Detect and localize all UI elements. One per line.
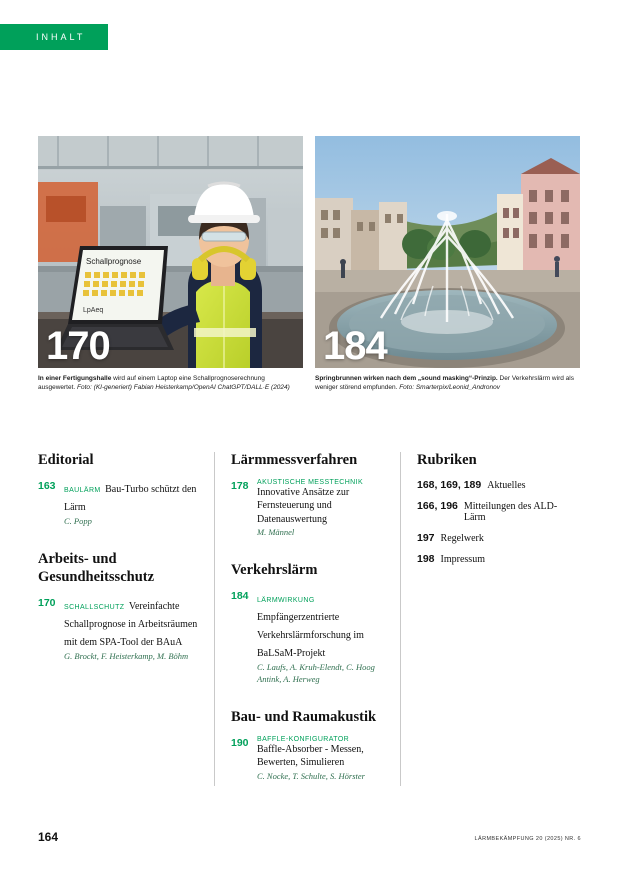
toc-entry-body-184 bbox=[257, 589, 386, 685]
rubrik-pages-mitteilungen: 166, 196 bbox=[417, 500, 458, 513]
photo-page-number-184: 184 bbox=[323, 324, 387, 368]
toc-entry-kicker-184: LÄRMWIRKUNG bbox=[257, 597, 315, 605]
toc-entry-page-190: 190 bbox=[231, 737, 249, 750]
photo-caption-184 bbox=[315, 374, 577, 393]
toc-entry-190[interactable] bbox=[231, 736, 386, 782]
rubrik-label-regelwerk: Regelwerk bbox=[440, 533, 484, 545]
toc-entry-authors-184: C. Laufs, A. Kruh-Elendt, C. Hoog Antink, A. Herweg bbox=[257, 662, 375, 684]
photo-page-number-170: 170 bbox=[46, 324, 110, 368]
section-heading-arbeitsschutz: Arbeits- und Gesundheitsschutz bbox=[38, 551, 155, 585]
toc-entry-authors-163: C. Popp bbox=[64, 516, 92, 527]
toc-entry-kicker-178: AKUSTISCHE MESSTECHNIK bbox=[257, 479, 364, 487]
section-tag-inhalt: INHALT bbox=[0, 24, 108, 50]
toc-entry-page-184: 184 bbox=[231, 590, 249, 603]
svg-text:Schallprognose: Schallprognose bbox=[86, 257, 142, 266]
photo-block-184 bbox=[315, 136, 580, 393]
toc-entry-title-163: Bau-Turbo schützt den Lärm bbox=[64, 484, 197, 514]
toc-entry-title-178: Innovative Ansätze zur Fernsteuerung und Datenauswertung bbox=[257, 487, 350, 525]
toc-entry-170[interactable] bbox=[38, 596, 200, 662]
section-heading-laermmessverfahren: Lärmmessverfahren bbox=[231, 452, 358, 468]
photo-worker-laptop bbox=[38, 136, 303, 368]
toc-entry-kicker-170: SCHALLSCHUTZ bbox=[64, 603, 125, 611]
toc-column-1 bbox=[38, 452, 214, 786]
rubrik-label-aktuelles: Aktuelles bbox=[487, 480, 526, 492]
photo-caption-170 bbox=[38, 374, 300, 393]
rubrik-pages-aktuelles: 168, 169, 189 bbox=[417, 479, 482, 492]
toc-entry-kicker-163: BAULÄRM bbox=[64, 487, 101, 495]
section-heading-verkehrslaerm: Verkehrslärm bbox=[231, 562, 318, 579]
caption-lead-184: Springbrunnen wirken nach dem „sound masking“-Prinzip. bbox=[315, 375, 498, 382]
toc-column-2 bbox=[214, 452, 400, 786]
rubrik-pages-regelwerk: 197 bbox=[417, 532, 435, 545]
toc-entry-body-170 bbox=[64, 596, 200, 662]
rubrik-row-impressum[interactable] bbox=[417, 553, 566, 565]
toc-entry-authors-178: M. Männel bbox=[257, 527, 295, 537]
section-heading-editorial: Editorial bbox=[38, 452, 94, 468]
caption-text-184: Der Verkehrslärm wird als weniger störend empfunden. bbox=[315, 375, 574, 392]
publication-footer: LÄRMBEKÄMPFUNG 20 (2025) NR. 6 bbox=[474, 836, 581, 842]
page-number: 164 bbox=[38, 830, 59, 844]
toc-entry-authors-190: C. Nocke, T. Schulte, S. Hörster bbox=[257, 770, 365, 781]
toc-column-3 bbox=[400, 452, 580, 786]
toc-entry-kicker-190: BAFFLE-KONFIGURATOR bbox=[257, 736, 350, 744]
toc-entry-body-163 bbox=[64, 479, 200, 527]
toc-entry-body-178 bbox=[257, 479, 386, 538]
toc-entry-page-163: 163 bbox=[38, 480, 56, 493]
photo-city-fountain bbox=[315, 136, 580, 368]
caption-credit-170: Foto: (KI-generiert) Fabian Heisterkamp/OpenAI ChatGPT/DALL·E (2024) bbox=[77, 384, 290, 392]
caption-lead-170: In einer Fertigungshalle bbox=[38, 375, 112, 382]
toc-entry-title-190: Baffle-Absorber - Messen, Bewerten, Simulieren bbox=[257, 744, 364, 769]
caption-text-170: wird auf einem Laptop eine Schallprognoserechnung ausgewertet. bbox=[38, 375, 265, 392]
toc-entry-184[interactable] bbox=[231, 589, 386, 685]
toc-entry-title-170: Vereinfachte Schallprognose in Arbeitsräumen mit dem SPA-Tool der BAuA bbox=[64, 600, 198, 648]
toc-entry-authors-170: G. Brockt, F. Heisterkamp, M. Böhm bbox=[64, 650, 189, 661]
rubrik-row-mitteilungen[interactable] bbox=[417, 500, 566, 523]
rubrik-row-aktuelles[interactable] bbox=[417, 479, 566, 491]
toc-entry-page-170: 170 bbox=[38, 596, 56, 609]
rubrik-label-impressum: Impressum bbox=[440, 554, 485, 566]
photo-row bbox=[38, 136, 580, 393]
section-heading-rubriken: Rubriken bbox=[417, 452, 477, 468]
section-heading-bau-raumakustik: Bau- und Raumakustik bbox=[231, 709, 377, 725]
toc-entry-178[interactable] bbox=[231, 479, 386, 538]
rubrik-pages-impressum: 198 bbox=[417, 553, 435, 566]
table-of-contents bbox=[38, 452, 580, 786]
toc-entry-page-178: 178 bbox=[231, 480, 249, 493]
toc-entry-title-184: Empfängerzentrierte Verkehrslärmforschung im BaLSaM-Projekt bbox=[257, 612, 364, 660]
toc-entry-body-190 bbox=[257, 736, 386, 782]
photo-block-170 bbox=[38, 136, 303, 393]
caption-credit-184: Foto: Smarterpix/Leonid_Andronov bbox=[399, 384, 501, 392]
svg-text:LpAeq: LpAeq bbox=[83, 307, 104, 314]
toc-entry-163[interactable] bbox=[38, 479, 200, 527]
rubrik-row-regelwerk[interactable] bbox=[417, 532, 566, 544]
rubrik-label-mitteilungen: Mitteilungen des ALD-Lärm bbox=[463, 501, 558, 524]
